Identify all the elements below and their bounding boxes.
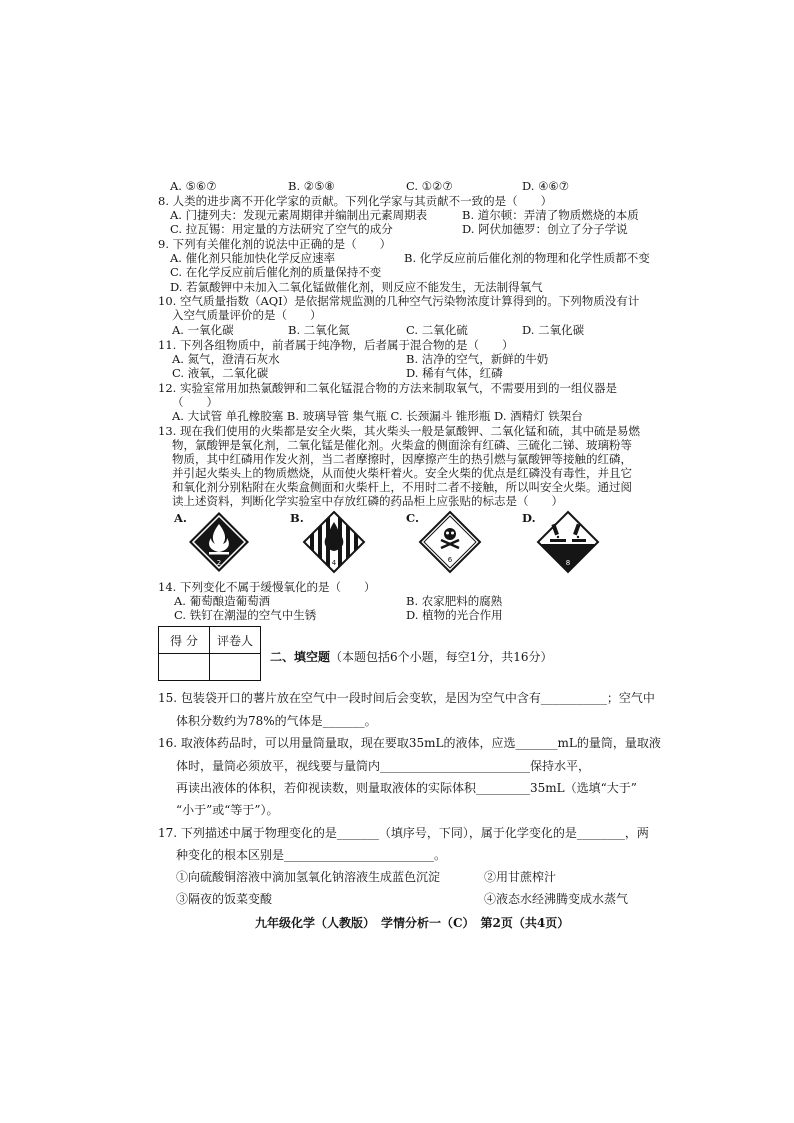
q16-line4: “小于”或“等于”）。 — [176, 803, 279, 817]
q13-label-d: D. — [522, 511, 536, 525]
q14-option-a: A. 葡萄酿造葡萄酒 — [174, 594, 271, 608]
q13-line3: 物质，其中红磷用作发火剂，当二者摩擦时，因摩擦产生的热引燃与氯酸钾等接触的红磷， — [172, 452, 632, 466]
score-header: 得 分 — [159, 627, 210, 654]
q17-option-4: ④液态水经沸腾变成水蒸气 — [484, 892, 629, 906]
q8-option-d: D. 阿伏加德罗：创立了分子学说 — [462, 222, 628, 236]
q14-option-b: B. 农家肥料的腐熟 — [406, 594, 503, 608]
q13-line5: 和氧化剂分别粘附在火柴盒侧面和火柴杆上，不用时二者不接触，所以叫安全火柴。通过阅 — [172, 480, 632, 494]
q8-option-a: A. 门捷列夫：发现元素周期律并编制出元素周期表 — [170, 208, 428, 222]
q8-stem: 8. 人类的进步离不开化学家的贡献。下列化学家与其贡献不一致的是（ ） — [158, 194, 553, 208]
score-table — [158, 626, 261, 681]
q16-line2: 体时，量筒必须放平，视线要与量筒内_________________________保持水平， — [176, 759, 591, 773]
q10-option-c: C. 二氧化硫 — [406, 323, 468, 337]
q13-line2: 物，氯酸钾是氧化剂，二氧化锰是催化剂。火柴盒的侧面涂有红磷、三硫化二锑、玻璃粉等 — [172, 438, 632, 452]
q13-label-a: A. — [174, 511, 187, 525]
q15-line1: 15. 包装袋开口的薯片放在空气中一段时间后会变软，是因为空气中含有___________；空气中 — [158, 691, 655, 705]
q11-option-b: B. 洁净的空气，新鲜的牛奶 — [406, 352, 549, 366]
score-cell[interactable] — [159, 654, 210, 681]
q10-option-d: D. 二氧化碳 — [522, 323, 585, 337]
q9-option-c: C. 在化学反应前后催化剂的质量保持不变 — [170, 265, 382, 279]
q12-options: A. 大试管 单孔橡胶塞 B. 玻璃导管 集气瓶 C. 长颈漏斗 锥形瓶 D. 酒精灯 铁架台 — [172, 409, 583, 423]
q9-option-d: D. 若氯酸钾中未加入二氧化锰做催化剂，则反应不能发生，无法制得氧气 — [170, 280, 543, 294]
q14-stem: 14. 下列变化不属于缓慢氧化的是（ ） — [158, 580, 376, 594]
q9-stem: 9. 下列有关催化剂的说法中正确的是（ ） — [158, 237, 392, 251]
q13-line4: 并引起火柴头上的物质燃烧，从而使火柴杆着火。安全火柴的优点是红磷没有毒性，并且它 — [172, 466, 632, 480]
sign-number-d: 8 — [565, 559, 571, 567]
q14-option-c: C. 铁钉在潮湿的空气中生锈 — [174, 608, 317, 622]
q12-stem-line1: 12. 实验室常用加热氯酸钾和二氧化锰混合物的方法来制取氧气，不需要用到的一组仪器是 — [158, 381, 617, 395]
q8-option-c: C. 拉瓦锡：用定量的方法研究了空气的成分 — [170, 222, 393, 236]
q10-option-b: B. 二氧化氮 — [288, 323, 350, 337]
grader-cell[interactable] — [210, 654, 261, 681]
q7-option-d: D. ④⑥⑦ — [522, 179, 570, 193]
q7-option-c: C. ①②⑦ — [406, 179, 453, 193]
q13-line6: 读上述资料，判断化学实验室中存放红磷的药品柜上应张贴的标志是（ ） — [172, 494, 563, 508]
q12-stem-line2: （ ） — [172, 395, 218, 409]
toxic-sign-icon — [418, 510, 482, 574]
flammable-solid-sign-icon — [302, 510, 366, 574]
section-note: （本题包括6个小题，每空1分，共16分） — [330, 650, 553, 664]
sign-number-c: 6 — [447, 556, 453, 564]
section-title — [270, 648, 553, 665]
q11-option-c: C. 液氧，二氧化碳 — [172, 366, 269, 380]
page-footer: 九年级化学（人教版） 学情分析一（C） 第2页（共4页） — [255, 916, 570, 930]
q13-label-b: B. — [290, 511, 304, 525]
q9-option-b: B. 化学反应前后催化剂的物理和化学性质都不变 — [404, 251, 650, 265]
q14-option-d: D. 植物的光合作用 — [406, 608, 503, 622]
q7-option-a: A. ⑤⑥⑦ — [170, 179, 217, 193]
q17-option-1: ①向硫酸铜溶液中滴加氢氧化钠溶液生成蓝色沉淀 — [176, 870, 441, 884]
q11-option-d: D. 稀有气体，红磷 — [406, 366, 503, 380]
corrosive-sign-icon — [536, 510, 600, 574]
sign-number-b: 4 — [331, 559, 337, 567]
q17-line2: 种变化的根本区别是_________________________。 — [176, 848, 447, 862]
q16-line1: 16. 取液体药品时，可以用量筒量取，现在要取35mL的液体，应选_______mL的量筒，量取液 — [158, 736, 661, 750]
q11-stem: 11. 下列各组物质中，前者属于纯净物，后者属于混合物的是（ ） — [158, 338, 514, 352]
q13-label-c: C. — [406, 511, 419, 525]
q10-stem-line2: 入空气质量评价的是（ ） — [172, 308, 322, 322]
q17-option-2: ②用甘蔗榨汁 — [484, 870, 557, 884]
flammable-gas-sign-icon — [187, 510, 251, 574]
grader-header: 评卷人 — [210, 627, 261, 654]
q15-line2: 体积分数约为78%的气体是_______。 — [176, 714, 377, 728]
q7-option-b: B. ②⑤⑧ — [288, 179, 335, 193]
section-title-text: 二、填空题 — [270, 650, 331, 664]
q10-stem-line1: 10. 空气质量指数（AQI）是依据常规监测的几种空气污染物浓度计算得到的。下列物质没有计 — [158, 294, 640, 308]
q10-option-a: A. 一氧化碳 — [172, 323, 234, 337]
q16-line3: 再读出液体的体积，若仰视读数，则量取液体的实际体积_________35mL（选填“大于” — [176, 781, 637, 795]
q8-option-b: B. 道尔顿：弄清了物质燃烧的本质 — [462, 208, 639, 222]
sign-number-a: 2 — [216, 559, 222, 567]
q9-option-a: A. 催化剂只能加快化学反应速率 — [170, 251, 336, 265]
q13-line1: 13. 现在我们使用的火柴都是安全火柴，其火柴头一般是氯酸钾、二氧化锰和硫，其中硫是易燃 — [158, 424, 640, 438]
q17-line1: 17. 下列描述中属于物理变化的是_______（填序号，下同），属于化学变化的是________，两 — [158, 826, 649, 840]
q11-option-a: A. 氮气，澄清石灰水 — [172, 352, 280, 366]
q17-option-3: ③隔夜的饭菜变酸 — [176, 892, 273, 906]
